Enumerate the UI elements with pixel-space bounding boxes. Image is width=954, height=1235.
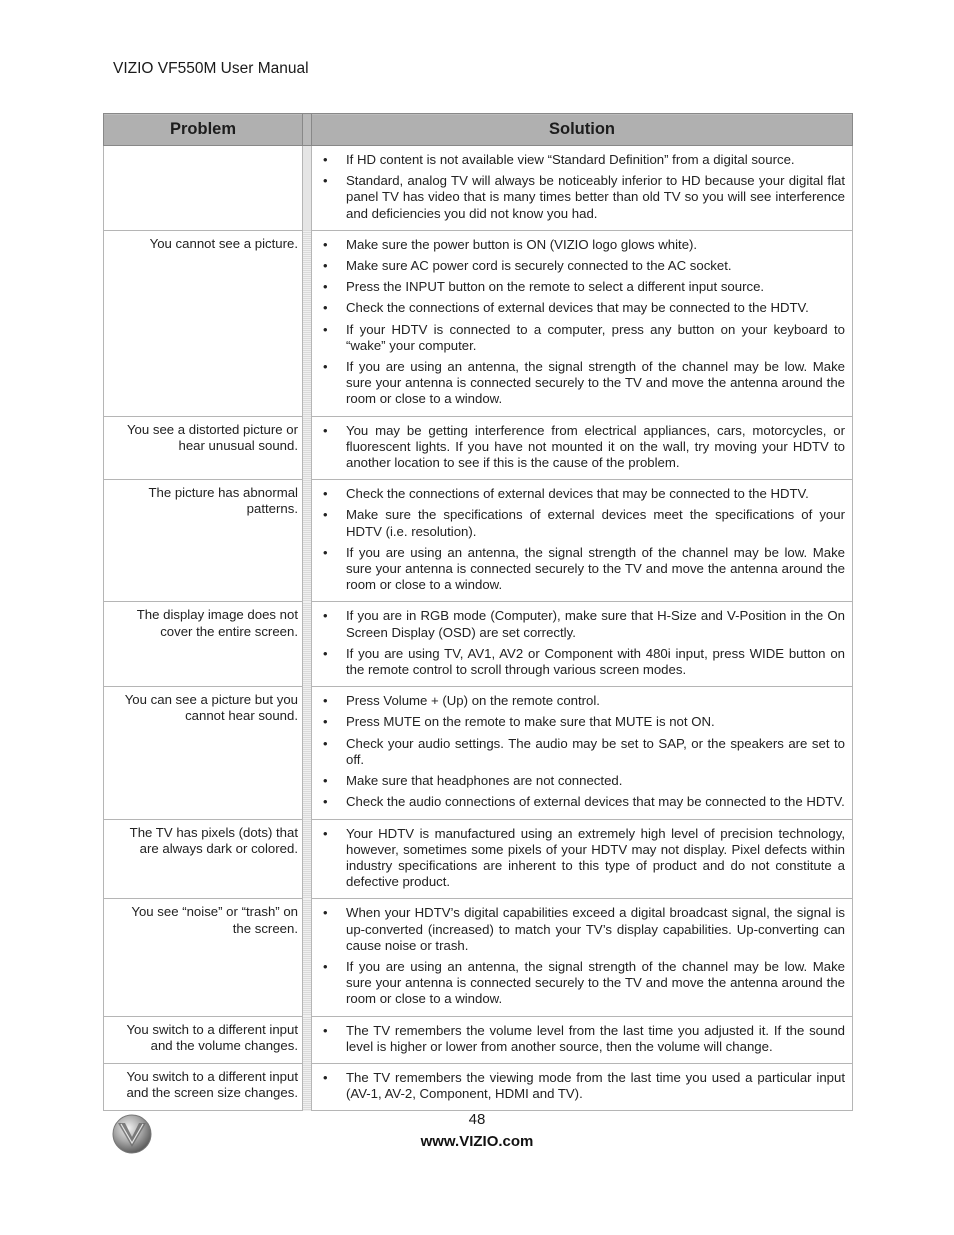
solution-cell [312,1016,853,1063]
solution-text: Your HDTV is manufactured using an extremely high level of precision technology, however, sometimes some pixels of your HDTV may not display. Pixel defects within industry specifications are inherent to this type of product and do not constitute a defective product. [346,825,845,890]
table-row [104,602,853,687]
solution-item [312,1023,845,1055]
bullet-icon: • [323,1069,328,1085]
solution-item [312,646,845,678]
document-title: VIZIO VF550M User Manual [113,60,309,77]
solution-text: If your HDTV is connected to a computer, press any button on your keyboard to “wake” your computer. [346,321,845,353]
solution-text: You may be getting interference from electrical appliances, cars, motorcycles, or fluorescent lights. If you have not mounted it on the wall, try moving your HDTV to another location to see if this is the cause of the problem. [346,422,845,471]
solution-item [312,545,845,594]
solution-cell [312,602,853,687]
solution-text: If you are in RGB mode (Computer), make sure that H-Size and V-Position in the On Screen Display (OSD) are set correctly. [346,608,845,640]
solution-text: If you are using an antenna, the signal strength of the channel may be low. Make sure your antenna is connected securely to the TV and move the antenna around the room or close to a window. [346,544,845,593]
solution-cell [312,480,853,602]
solution-cell [312,687,853,819]
table-row [104,416,853,480]
solution-text: Press Volume + (Up) on the remote control. [346,693,600,709]
solution-item [312,359,845,408]
solution-item [312,173,845,222]
solution-item [312,736,845,768]
solution-item [312,423,845,472]
solution-item [312,959,845,1008]
solution-text: Make sure the power button is ON (VIZIO logo glows white). [346,236,698,252]
bullet-icon: • [323,507,328,523]
solution-list [312,1023,845,1055]
bullet-icon: • [323,258,328,274]
solution-column-header: Solution [312,114,853,146]
solution-cell [312,416,853,480]
solution-list [312,1070,845,1102]
solution-item [312,486,845,502]
solution-list [312,826,845,891]
bullet-icon: • [323,794,328,810]
header-divider [303,114,312,146]
table-row [104,819,853,899]
solution-text: If HD content is not available view “Standard Definition” from a digital source. [346,152,795,167]
website-url: www.VIZIO.com [420,1133,534,1150]
solution-list [312,486,845,593]
solution-text: If you are using an antenna, the signal strength of the channel may be low. Make sure your antenna is connected securely to the TV and move the antenna around the room or close to a window. [346,359,845,407]
solution-text: The TV remembers the volume level from the last time you adjusted it. If the sound level is higher or lower from another source, then the volume will change. [346,1022,845,1054]
solution-item [312,300,845,316]
page-number: 48 [468,1111,486,1128]
solution-text: Make sure AC power cord is securely connected to the AC socket. [346,258,732,274]
solution-text: If you are using TV, AV1, AV2 or Component with 480i input, press WIDE button on the remote control to scroll through various screen modes. [346,645,845,678]
solution-item [312,237,845,253]
solution-item [312,1070,845,1102]
table-row [104,687,853,819]
solution-list [312,423,845,472]
solution-item [312,608,845,640]
column-divider [303,602,312,687]
solution-text: Check the connections of external devices that may be connected to the HDTV. [346,486,809,502]
problem-cell: You cannot see a picture. [104,230,303,416]
table-row [104,1063,853,1110]
solution-text: The TV remembers the viewing mode from the last time you used a particular input (AV-1, AV-2, Component, HDMI and TV). [346,1069,845,1102]
bullet-icon: • [323,905,328,921]
solution-text: Make sure that headphones are not connected. [346,773,623,789]
problem-cell: You see “noise” or “trash” on the screen. [104,899,303,1016]
solution-cell [312,146,853,231]
column-divider [303,899,312,1016]
solution-text: If you are using an antenna, the signal strength of the channel may be low. Make sure your antenna is connected securely to the TV and move the antenna around the room or close to a window. [346,958,845,1007]
solution-text: Check the audio connections of external devices that may be connected to the HDTV. [346,794,845,810]
column-divider [303,687,312,819]
solution-text: Make sure the specifications of external devices meet the specifications of your HDTV (i.e. resolution). [346,507,845,539]
solution-text: Standard, analog TV will always be noticeably inferior to HD because your digital flat panel TV has video that is many times better than old TV so you will see interference and deficiencies you did not know you had. [346,173,845,221]
column-divider [303,146,312,231]
bullet-icon: • [323,152,328,167]
solution-list [312,905,845,1007]
bullet-icon: • [323,735,328,751]
problem-column-header: Problem [104,114,303,146]
solution-list [312,237,845,408]
bullet-icon: • [323,1022,328,1038]
problem-cell: You can see a picture but you cannot hear sound. [104,687,303,819]
column-divider [303,819,312,899]
table-row [104,899,853,1016]
solution-item [312,258,845,274]
column-divider [303,1063,312,1110]
column-divider [303,480,312,602]
solution-list [312,608,845,678]
solution-item [312,826,845,891]
bullet-icon: • [323,608,328,624]
solution-list [312,693,845,810]
table-row [104,146,853,231]
solution-cell [312,819,853,899]
bullet-icon: • [323,486,328,502]
bullet-icon: • [323,544,328,560]
problem-cell: You switch to a different input and the volume changes. [104,1016,303,1063]
solution-cell [312,899,853,1016]
solution-text: Press MUTE on the remote to make sure that MUTE is not ON. [346,714,715,730]
solution-text: Check your audio settings. The audio may be set to SAP, or the speakers are set to off. [346,735,845,767]
solution-item [312,322,845,354]
bullet-icon: • [323,300,328,316]
solution-item [312,279,845,295]
table-row [104,1016,853,1063]
bullet-icon: • [323,645,328,661]
solution-item [312,714,845,730]
problem-cell: The display image does not cover the entire screen. [104,602,303,687]
bullet-icon: • [323,714,328,730]
solution-item [312,773,845,789]
solution-text: Check the connections of external devices that may be connected to the HDTV. [346,300,809,316]
problem-cell: The TV has pixels (dots) that are always dark or colored. [104,819,303,899]
bullet-icon: • [323,279,328,295]
solution-item [312,152,845,168]
problem-cell [104,146,303,231]
column-divider [303,230,312,416]
table-row [104,230,853,416]
table-body [104,146,853,1111]
table-header-row [104,114,853,146]
solution-item [312,693,845,709]
bullet-icon: • [323,825,328,841]
solution-cell [312,230,853,416]
bullet-icon: • [323,773,328,789]
problem-cell: The picture has abnormal patterns. [104,480,303,602]
bullet-icon: • [323,173,328,189]
bullet-icon: • [323,958,328,974]
column-divider [303,1016,312,1063]
bullet-icon: • [323,422,328,438]
solution-list [312,152,845,222]
table-row [104,480,853,602]
column-divider [303,416,312,480]
problem-cell: You see a distorted picture or hear unusual sound. [104,416,303,480]
solution-item [312,794,845,810]
bullet-icon: • [323,321,328,337]
bullet-icon: • [323,359,328,375]
solution-text: Press the INPUT button on the remote to select a different input source. [346,279,765,295]
bullet-icon: • [323,236,328,252]
solution-item [312,905,845,954]
solution-text: When your HDTV’s digital capabilities exceed a digital broadcast signal, the signal is up-converted (increased) to match your TV’s display capabilities. Up-converting can cause noise or trash. [346,905,845,953]
solution-cell [312,1063,853,1110]
bullet-icon: • [323,693,328,709]
problem-cell: You switch to a different input and the screen size changes. [104,1063,303,1110]
solution-item [312,507,845,539]
troubleshooting-table [103,113,853,1111]
